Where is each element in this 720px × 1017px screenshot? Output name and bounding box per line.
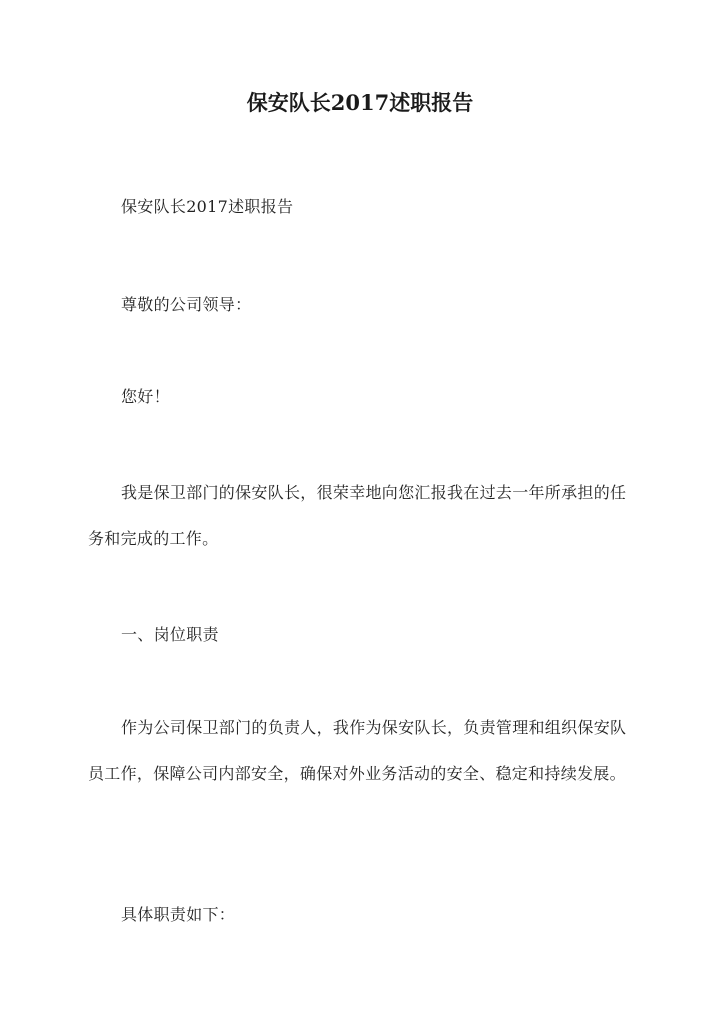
document-title: 保安队长2017述职报告 [246,90,474,115]
paragraph-subtitle: 保安队长2017述职报告 [121,197,294,216]
section-heading-responsibilities: 一、岗位职责 [121,625,219,644]
paragraph-specific-duties: 具体职责如下： [121,905,236,924]
paragraph-introduction: 我是保卫部门的保安队长，很荣幸地向您汇报我在过去一年所承担的任务和完成的工作。 [88,483,627,548]
paragraph-salutation: 尊敬的公司领导： [121,295,252,314]
paragraph-greeting: 您好！ [121,387,170,406]
paragraph-responsibilities: 作为公司保卫部门的负责人，我作为保安队长，负责管理和组织保安队员工作，保障公司内部安全，确保对外业务活动的安全、稳定和持续发展。 [88,718,627,783]
